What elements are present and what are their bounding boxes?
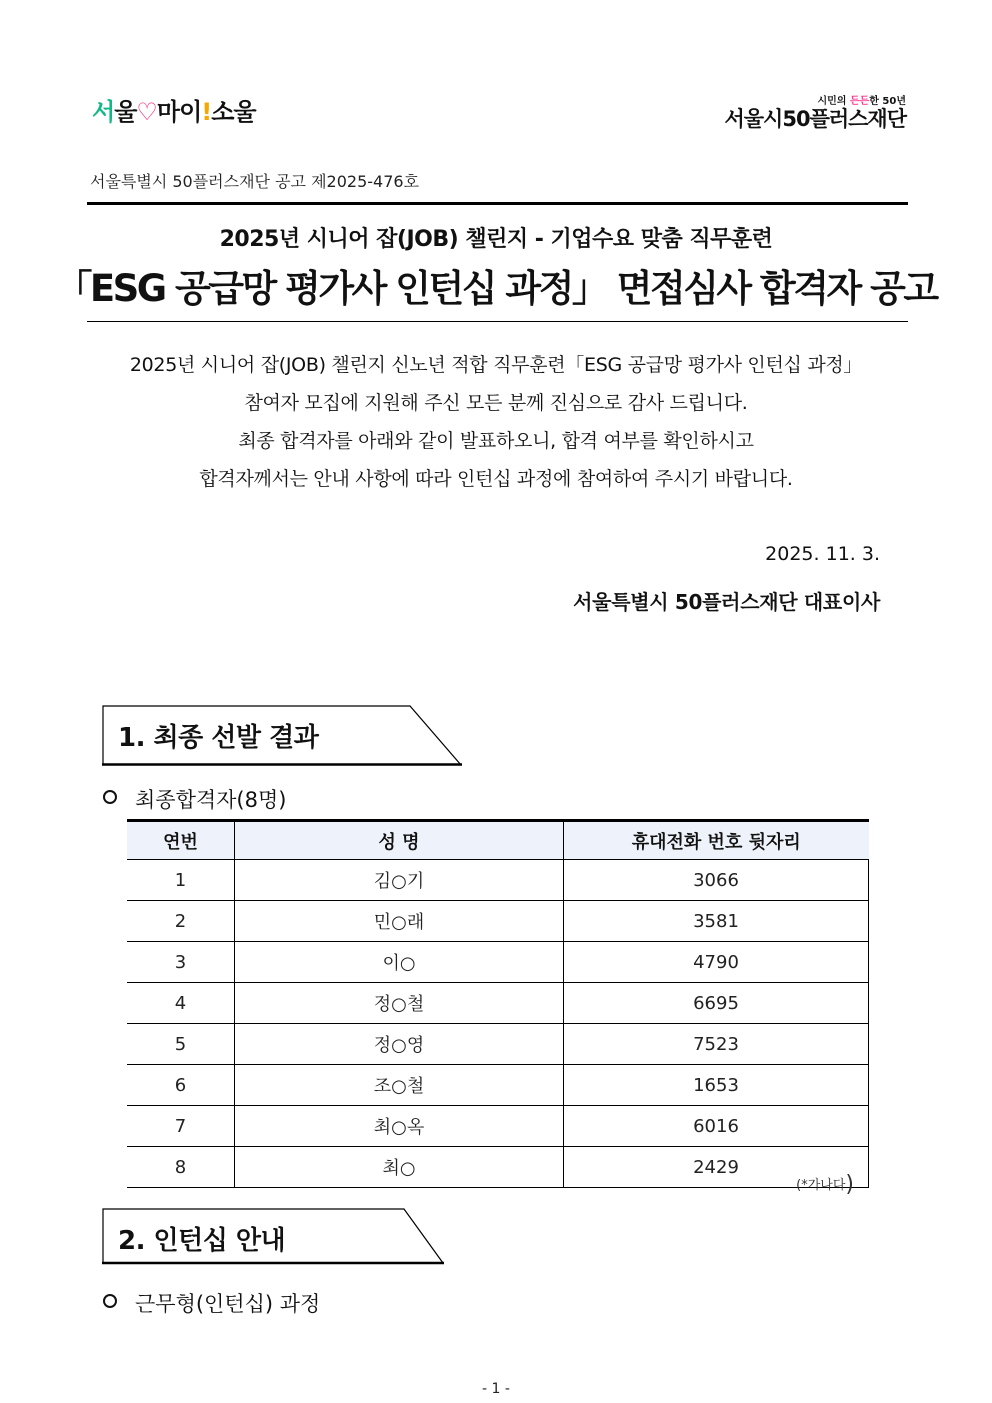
logo-part: 마이 (156, 98, 202, 126)
cell-phone: 3066 (564, 860, 869, 901)
table-row (127, 983, 869, 1024)
cell-phone: 4790 (564, 942, 869, 983)
cell-no: 4 (127, 983, 235, 1024)
exclamation-icon: ! (201, 98, 212, 126)
intro-line: 합격자께서는 안내 사항에 따라 인턴십 과정에 참여하여 주시기 바랍니다. (199, 468, 793, 490)
table-row (127, 1065, 869, 1106)
page-number: - 1 - (482, 1381, 510, 1397)
seoul-my-soul-logo (92, 92, 256, 127)
signer: 서울특별시 50플러스재단 대표이사 (573, 590, 880, 614)
circle-bullet-icon (103, 1294, 117, 1308)
seoul-50plus-foundation-logo (724, 92, 906, 131)
table-row (127, 1147, 869, 1188)
cell-phone: 2429 (564, 1147, 869, 1188)
cell-phone: 6016 (564, 1106, 869, 1147)
logo-part: 소울 (211, 98, 256, 126)
table-header-row (127, 821, 869, 860)
cell-phone: 6695 (564, 983, 869, 1024)
cell-no: 5 (127, 1024, 235, 1065)
bullet-final-passers: 최종합격자(8명) (103, 784, 286, 814)
logo-part: 울 (114, 98, 137, 126)
divider-thin (87, 321, 908, 322)
cell-phone: 7523 (564, 1024, 869, 1065)
circle-bullet-icon (103, 790, 117, 804)
heart-icon: ♡ (136, 98, 157, 126)
passers-table (127, 819, 869, 1188)
header-phone: 휴대전화 번호 뒷자리 (564, 821, 869, 860)
section-heading-2 (102, 1208, 444, 1266)
section-heading-label: 2. 인턴십 안내 (118, 1226, 286, 1256)
logo-part: 서 (92, 98, 115, 126)
table-row (127, 942, 869, 983)
cell-phone: 1653 (564, 1065, 869, 1106)
section-heading-1 (102, 705, 462, 763)
table-row (127, 1106, 869, 1147)
cell-phone: 3581 (564, 901, 869, 942)
cell-name: 정○철 (235, 983, 564, 1024)
bullet-internship-course: 근무형(인턴십) 과정 (103, 1288, 320, 1318)
cell-no: 8 (127, 1147, 235, 1188)
sort-order-note: (*가나다) (796, 1172, 854, 1197)
cell-name: 조○철 (235, 1065, 564, 1106)
section-heading-label: 1. 최종 선발 결과 (118, 723, 319, 753)
cell-no: 2 (127, 901, 235, 942)
intro-line: 2025년 시니어 잡(JOB) 챌린지 신노년 적합 직무훈련「ESG 공급망 평가사 인턴십 과정」 (129, 354, 863, 376)
cell-name: 최○옥 (235, 1106, 564, 1147)
table-row (127, 1024, 869, 1065)
cell-no: 7 (127, 1106, 235, 1147)
table-row (127, 860, 869, 901)
header-name: 성 명 (235, 821, 564, 860)
notice-date: 2025. 11. 3. (765, 543, 880, 565)
divider-thick (87, 202, 908, 205)
logo-tagline: 시민의 든든한 50년 (817, 96, 906, 107)
intro-line: 최종 합격자를 아래와 같이 발표하오니, 합격 여부를 확인하시고 (238, 430, 754, 452)
document-title: 「ESG 공급망 평가사 인턴십 과정」 면접심사 합격자 공고 (55, 267, 937, 310)
cell-name: 정○영 (235, 1024, 564, 1065)
header-no: 연번 (127, 821, 235, 860)
document-subtitle: 2025년 시니어 잡(JOB) 챌린지 - 기업수요 맞춤 직무훈련 (219, 227, 773, 252)
table-row (127, 901, 869, 942)
cell-no: 3 (127, 942, 235, 983)
intro-paragraph (0, 346, 992, 498)
logo-name: 서울시50플러스재단 (724, 107, 906, 131)
cell-name: 민○래 (235, 901, 564, 942)
notice-number: 서울특별시 50플러스재단 공고 제2025-476호 (90, 172, 420, 191)
intro-line: 참여자 모집에 지원해 주신 모든 분께 진심으로 감사 드립니다. (244, 392, 748, 414)
cell-name: 김○기 (235, 860, 564, 901)
cell-name: 이○ (235, 942, 564, 983)
cell-no: 1 (127, 860, 235, 901)
cell-name: 최○ (235, 1147, 564, 1188)
cell-no: 6 (127, 1065, 235, 1106)
